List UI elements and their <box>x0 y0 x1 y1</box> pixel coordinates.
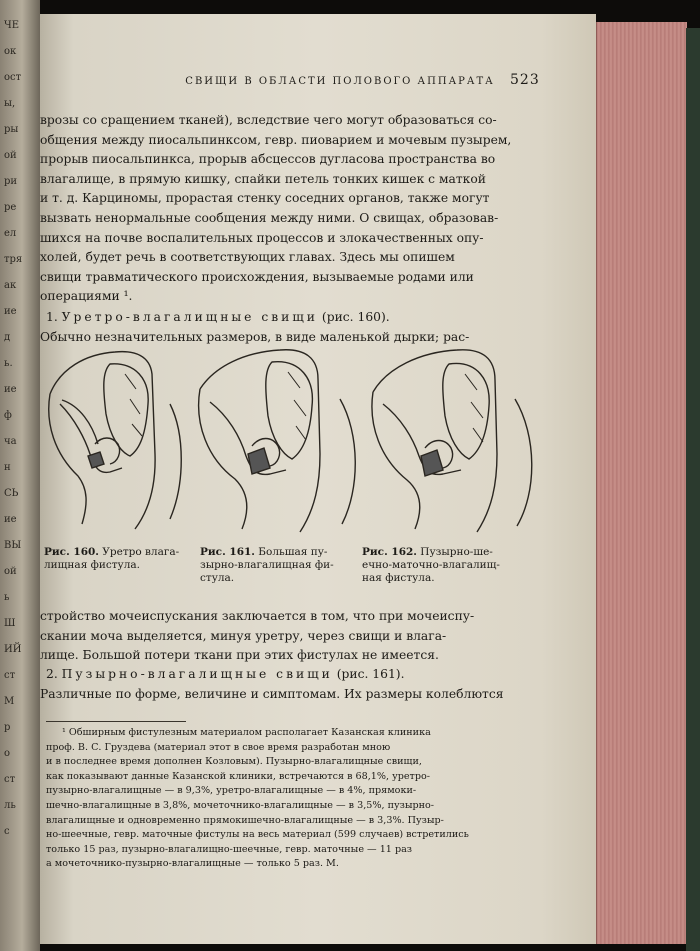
left-page-fragment: ы, <box>4 98 16 109</box>
body-line: и т. д. Карциномы, прорастая стенку соседних органов, также могут <box>40 191 490 206</box>
section-1-line: Обычно незначительных размеров, в виде маленькой дырки; рас- <box>40 330 470 344</box>
left-page-fragment: ри <box>4 176 18 187</box>
footnote-line: ¹ Обширным фистулезным материалом располагает Казанская клиника <box>62 727 431 738</box>
left-page-fragment: ой <box>4 150 17 161</box>
body-line: свищи травматического происхождения, вызываемые родами или <box>40 269 474 284</box>
left-page-fragment: ЧЕ <box>4 20 20 31</box>
running-title: СВИЩИ В ОБЛАСТИ ПОЛОВОГО АППАРАТА <box>185 76 495 87</box>
fig-162-illustration <box>365 344 545 539</box>
footnote-rule <box>46 721 186 722</box>
left-page-fragment: ль <box>4 800 16 811</box>
left-page-fragment: тря <box>4 254 23 265</box>
footnote-line: но-шеечные, гевр. маточные фистулы на весь материал (599 случаев) встретились <box>46 829 469 841</box>
fig-160-caption: Рис. 160. Уретро влага- лищная фистула. <box>44 546 180 571</box>
body-line: прорыв пиосальпинкса, прорыв абсцессов дугласова пространства во <box>40 152 496 167</box>
left-page-fragment: М <box>4 696 15 707</box>
left-page-fragment: ре <box>4 202 17 213</box>
fig-161-caption: Рис. 161. Большая пу- зырно-влагалищная фи- стула. <box>200 546 334 584</box>
left-page-fragment: ие <box>4 306 17 317</box>
left-page-fragment: СЬ <box>4 488 19 499</box>
fig-161-illustration <box>190 344 370 539</box>
left-page-fragment: ча <box>4 436 17 447</box>
fig-162-caption: Рис. 162. Пузырно-ше- ечно-маточно-влагалищ- ная фистула. <box>362 546 500 584</box>
left-page-fragment: д <box>4 332 11 343</box>
section-1-heading: 1. Уретро-влагалищные свищи (рис. 160). <box>46 310 390 324</box>
fig-160-illustration <box>40 344 190 539</box>
left-page-fragment: н <box>4 462 11 473</box>
page-stack-edge <box>596 22 687 944</box>
body-line: холей, будет речь в соответствующих главах. Здесь мы опишем <box>40 250 455 265</box>
footnote-line: а мочеточнико-пузырно-влагалищные — только 5 раз. М. <box>46 858 339 870</box>
left-page-fragment: ь <box>4 592 10 603</box>
left-page-fragment: ь. <box>4 358 13 369</box>
page-number: 523 <box>510 72 540 88</box>
left-page-fragment: о <box>4 748 11 759</box>
figure-row <box>40 344 596 534</box>
body-line: вызвать ненормальные сообщения между ними. О свищах, образовав- <box>40 211 499 225</box>
section-2-heading: 2. Пузырно-влагалищные свищи (рис. 161). <box>46 667 405 681</box>
footnote-line: и в последнее время дополнен Козловым). Пузырно-влагалищные свищи, <box>46 756 422 768</box>
body-line: стройство мочеиспускания заключается в том, что при мочеиспу- <box>40 609 475 623</box>
left-page-fragment: ост <box>4 72 22 83</box>
left-page-fragment: ие <box>4 384 17 395</box>
body-line: операциями ¹. <box>40 289 133 304</box>
left-page-fragment: Ш <box>4 618 16 629</box>
body-line: общения между пиосальпинксом, гевр. пиоварием и мочевым пузырем, <box>40 132 512 147</box>
left-page-fragment: ие <box>4 514 17 525</box>
left-page-fragment: ф <box>4 410 12 421</box>
left-page-fragment: ак <box>4 280 17 291</box>
body-line: влагалище, в прямую кишку, спайки петель тонких кишек с маткой <box>40 171 486 186</box>
section-2-title: Пузырно-влагалищные свищи <box>61 667 333 681</box>
book-page <box>40 14 596 944</box>
footnote-line: проф. В. С. Груздева (материал этот в свое время разработан мною <box>46 741 391 753</box>
left-page-fragment: ИЙ <box>4 644 22 655</box>
left-page-fragment: с <box>4 826 10 837</box>
footnote-line: шечно-влагалищные в 3,8%, мочеточнико-влагалищные — в 3,5%, пузырно- <box>46 800 435 811</box>
footnote-line: как показывают данные Казанской клиники, встречаются в 68,1%, уретро- <box>46 770 431 782</box>
left-page-fragment: р <box>4 722 11 733</box>
left-page-fragment: ст <box>4 670 16 681</box>
section-1-title: Уретро-влагалищные свищи <box>61 310 319 324</box>
left-page-fragment: ел <box>4 228 17 239</box>
left-page-fragment: ст <box>4 774 16 785</box>
footnote-line: пузырно-влагалищные — в 9,3%, уретро-влагалищные — в 4%, прямоки- <box>46 785 417 797</box>
book-cover <box>686 28 700 951</box>
left-page-fragment: ой <box>4 566 17 577</box>
left-page-edge <box>0 0 40 951</box>
left-page-fragment: ВЫ <box>4 540 22 551</box>
left-page-fragment: ок <box>4 46 17 57</box>
footnote-line: влагалищные и одновременно прямокишечно-влагалищные — в 3,3%. Пузыр- <box>46 814 444 826</box>
footnote-line: только 15 раз, пузырно-влагалищно-шеечные, гевр. маточные — 11 раз <box>46 843 413 855</box>
left-page-fragment: ры <box>4 124 19 135</box>
body-line: шихся на почве воспалительных процессов и злокачественных опу- <box>40 230 484 245</box>
body-line: лище. Большой потери ткани при этих фистулах не имеется. <box>40 648 439 663</box>
section-2-line: Различные по форме, величине и симптомам. Их размеры колеблются <box>40 687 504 701</box>
body-line: скании моча выделяется, минуя уретру, через свищи и влага- <box>40 628 447 643</box>
body-line: врозы со сращением тканей), вследствие чего могут образоваться со- <box>40 113 497 127</box>
